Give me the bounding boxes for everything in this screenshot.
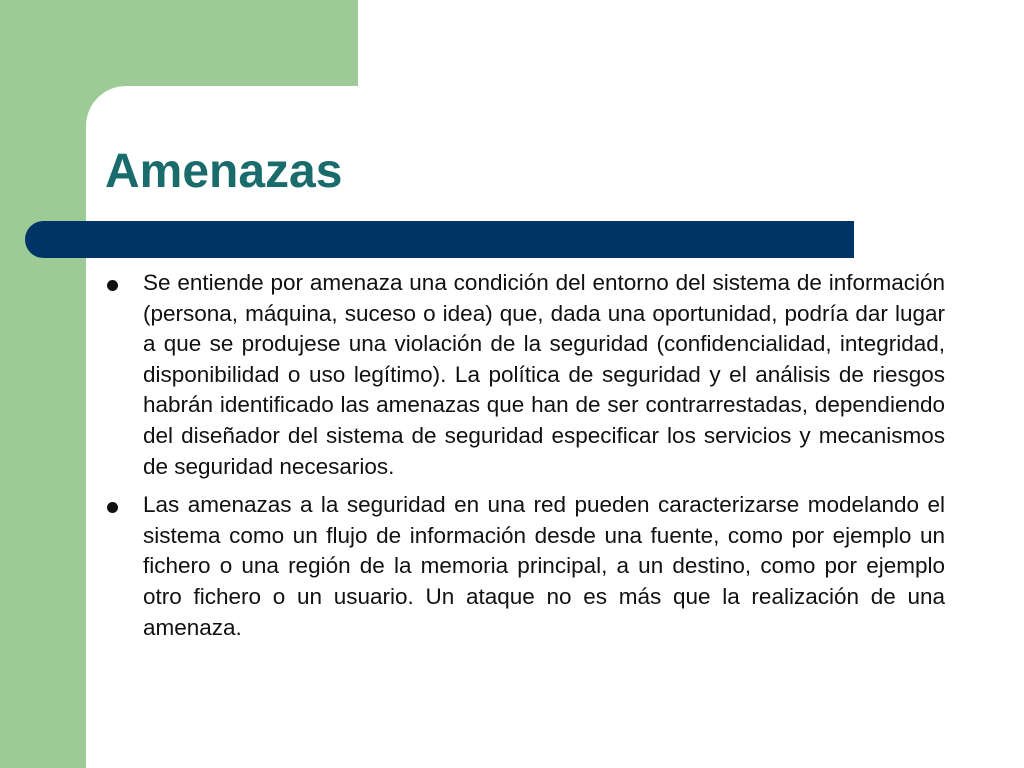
list-item (105, 490, 945, 643)
list-item (105, 268, 945, 482)
bullet-icon (107, 502, 118, 513)
title-underline-bar (25, 221, 854, 258)
bullet-text: Las amenazas a la seguridad en una red pueden caracterizarse modelando el sistema como un flujo de información desde una fuente, como por ejemplo un fichero o una región de la memoria principal, a un destino, como por ejemplo otro fichero o un usuario. Un ataque no es más que la realización de una amenaza. (143, 492, 945, 640)
bullet-list (105, 268, 945, 651)
bullet-text: Se entiende por amenaza una condición del entorno del sistema de información (persona, máquina, suceso o idea) que, dada una oportunidad, podría dar lugar a que se produjese una violación de la seguridad (confidencialidad, integridad, disponibilidad o uso legítimo). La política de seguridad y el análisis de riesgos habrán identificado las amenazas que han de ser contrarrestadas, dependiendo del diseñador del sistema de seguridad especificar los servicios y mecanismos de seguridad necesarios. (143, 270, 945, 479)
bullet-icon (107, 280, 118, 291)
slide-title: Amenazas (105, 145, 343, 198)
